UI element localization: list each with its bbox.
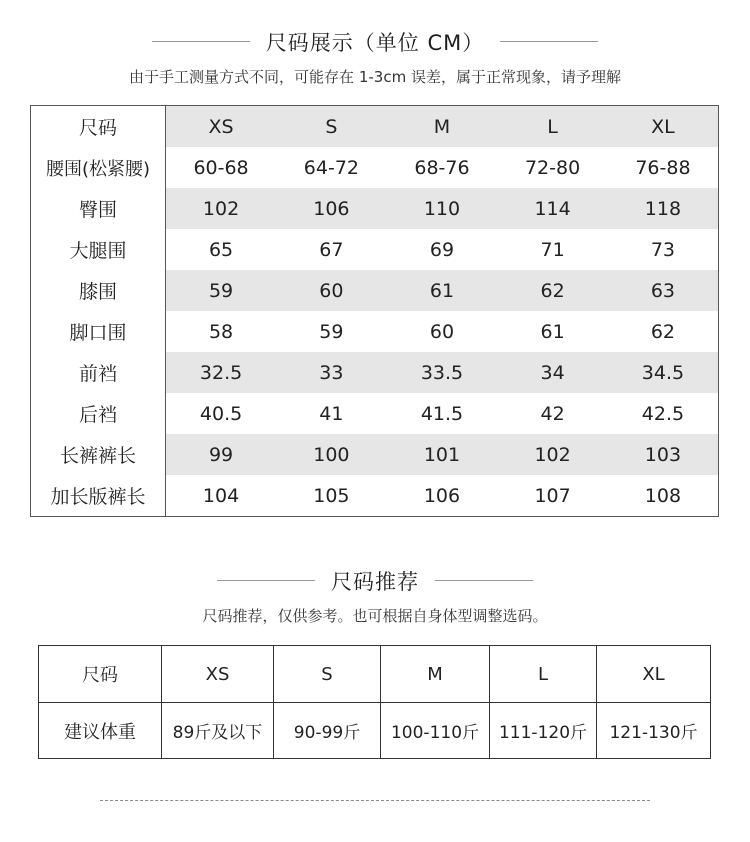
recommend-header-cell: XS <box>162 646 274 703</box>
table-cell: 60 <box>429 320 455 343</box>
table-cell: 59 <box>319 320 344 343</box>
recommend-note: 尺码推荐，仅供参考。也可根据自身体型调整选码。 <box>202 607 548 625</box>
recommend-row-label: 建议体重 <box>39 703 162 759</box>
table-cell: 62 <box>497 270 608 311</box>
size-chart-table <box>30 105 719 517</box>
size-display-heading <box>0 27 750 57</box>
table-cell: 73 <box>650 238 676 261</box>
table-cell: 99 <box>166 434 277 475</box>
table-cell: 106 <box>276 188 387 229</box>
table-cell: 114 <box>497 188 608 229</box>
measurement-note: 由于手工测量方式不同，可能存在 1-3cm 误差，属于正常现象，请予理解 <box>129 68 621 86</box>
table-cell: 63 <box>608 270 719 311</box>
row-label: 后裆 <box>31 393 166 434</box>
size-header-cell: M <box>387 106 498 148</box>
weight-cell: 90-99斤 <box>274 703 381 759</box>
table-cell: 62 <box>650 320 676 343</box>
table-cell: 40.5 <box>199 402 243 425</box>
table-cell: 68-76 <box>414 156 470 179</box>
row-label: 膝围 <box>31 270 166 311</box>
weight-cell: 100-110斤 <box>381 703 490 759</box>
recommend-weight-row <box>39 703 711 759</box>
table-row <box>31 147 719 188</box>
table-row <box>31 393 719 434</box>
row-label: 长裤裤长 <box>31 434 166 475</box>
table-row <box>31 229 719 270</box>
table-cell: 34 <box>497 352 608 393</box>
table-cell: 65 <box>208 238 234 261</box>
row-label: 前裆 <box>31 352 166 393</box>
size-header-row <box>31 106 719 148</box>
table-cell: 58 <box>208 320 234 343</box>
table-cell: 100 <box>276 434 387 475</box>
table-cell: 118 <box>608 188 719 229</box>
table-cell: 64-72 <box>303 156 359 179</box>
table-cell: 71 <box>540 238 565 261</box>
table-cell: 105 <box>313 484 350 507</box>
size-header-cell: S <box>276 106 387 148</box>
table-cell: 108 <box>644 484 682 507</box>
size-display-title: 尺码展示（单位 CM） <box>250 27 500 57</box>
row-label: 脚口围 <box>31 311 166 352</box>
recommend-header-cell: M <box>381 646 490 703</box>
table-row <box>31 311 719 352</box>
table-cell: 110 <box>387 188 498 229</box>
table-row <box>31 352 719 393</box>
table-cell: 60 <box>276 270 387 311</box>
row-label: 臀围 <box>31 188 166 229</box>
table-cell: 61 <box>540 320 565 343</box>
recommend-header-cell: S <box>274 646 381 703</box>
weight-cell: 111-120斤 <box>490 703 597 759</box>
weight-cell: 89斤及以下 <box>162 703 274 759</box>
table-cell: 41 <box>319 402 344 425</box>
table-row <box>31 434 719 475</box>
size-header-cell: XL <box>608 106 719 148</box>
size-recommend-title: 尺码推荐 <box>315 566 435 596</box>
row-label: 加长版裤长 <box>31 475 166 517</box>
table-cell: 72-80 <box>524 156 581 179</box>
table-row <box>31 188 719 229</box>
table-cell: 59 <box>166 270 277 311</box>
table-cell: 103 <box>608 434 719 475</box>
row-label: 大腿围 <box>31 229 166 270</box>
recommend-header-cell: L <box>490 646 597 703</box>
size-header-cell: L <box>497 106 608 148</box>
table-cell: 101 <box>387 434 498 475</box>
table-row <box>31 270 719 311</box>
table-cell: 34.5 <box>608 352 719 393</box>
recommend-header-row <box>39 646 711 703</box>
recommend-header-label: 尺码 <box>39 646 162 703</box>
size-recommend-table <box>38 645 711 759</box>
row-label: 腰围(松紧腰) <box>31 147 166 188</box>
bottom-dotted-divider <box>100 800 650 801</box>
table-cell: 33 <box>276 352 387 393</box>
table-cell: 104 <box>202 484 240 507</box>
size-recommend-heading <box>0 566 750 596</box>
table-cell: 33.5 <box>387 352 498 393</box>
table-cell: 106 <box>423 484 461 507</box>
table-cell: 61 <box>387 270 498 311</box>
table-cell: 32.5 <box>166 352 277 393</box>
table-cell: 41.5 <box>420 402 464 425</box>
table-cell: 42.5 <box>641 402 685 425</box>
table-cell: 69 <box>429 238 455 261</box>
table-cell: 102 <box>166 188 277 229</box>
table-cell: 42 <box>540 402 565 425</box>
table-row <box>31 475 719 517</box>
table-cell: 107 <box>534 484 571 507</box>
weight-cell: 121-130斤 <box>597 703 711 759</box>
size-header-cell: XS <box>166 106 277 148</box>
table-cell: 60-68 <box>193 156 249 179</box>
table-cell: 67 <box>319 238 344 261</box>
recommend-header-cell: XL <box>597 646 711 703</box>
table-cell: 76-88 <box>635 156 691 179</box>
size-header-label: 尺码 <box>31 106 166 148</box>
table-cell: 102 <box>497 434 608 475</box>
